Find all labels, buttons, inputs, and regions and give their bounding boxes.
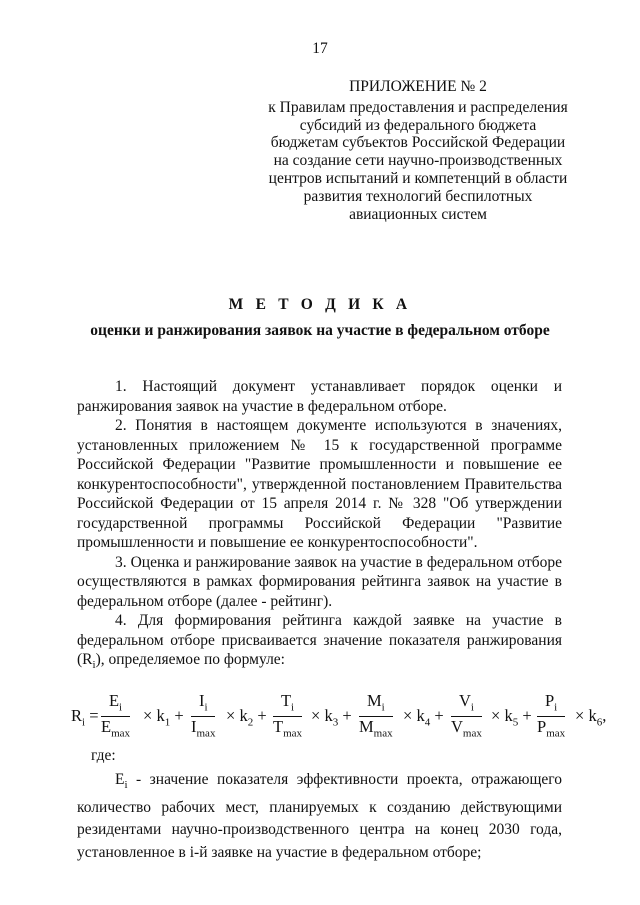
paragraph-4	[77, 611, 562, 676]
page-number: 17	[312, 40, 328, 57]
formula-term-k6: × $k_6$,	[575, 705, 607, 728]
formula-term-k5: × $k_5$ +	[491, 705, 532, 728]
appendix-line: авиационных систем	[349, 205, 487, 223]
definition-symbol: E	[115, 771, 125, 789]
formula-term-k1: × $k_1$ +	[143, 705, 184, 728]
ranking-symbol-sub: i	[92, 659, 96, 672]
appendix-line: на создание сети научно-производственных	[273, 152, 563, 170]
appendix-line: к Правилам предоставления и распределения	[268, 98, 568, 116]
document-title: М Е Т О Д И К А	[228, 296, 412, 313]
formula-term-k4: × $k_4$ +	[403, 705, 444, 728]
where-label: где:	[91, 746, 116, 764]
fraction-i: $I_i$ $I_{max}$	[191, 692, 215, 743]
paragraph-2: 2. Понятия в настоящем документе используются в значениях, установленных приложением № 15 к государственной программе Российской Федерации "Развитие промышленности и повышение ее конкурентоспособности", утвержденной постановлением Правительства Российской Федерации от 15 апреля 2014 г. № 328 "Об утверждении государственной программы Российской Федерации "Развитие промышленности и повышение ее конкурентоспособности".	[77, 417, 562, 551]
formula-lhs: $R_i$ =	[71, 705, 99, 728]
paragraph-1: 1. Настоящий документ устанавливает порядок оценки и ранжирования заявок на участие в федеральном отборе.	[77, 378, 562, 415]
document-body	[71, 377, 607, 864]
ranking-formula	[71, 690, 607, 742]
formula-term-k2: × $k_2$ +	[226, 705, 267, 728]
fraction-p: $P_i$ $P_{max}$	[537, 692, 565, 743]
appendix-line: развития технологий беспилотных	[303, 187, 533, 205]
definition-ei	[77, 769, 562, 864]
paragraph-3: 3. Оценка и ранжирование заявок на участие в федеральном отборе осуществляются в рамках формирования рейтинга заявок на участие в федеральном отборе (далее - рейтинг).	[77, 553, 562, 610]
appendix-block	[262, 78, 574, 223]
paragraph-4-text: 4. Для формирования рейтинга каждой заявке на участие в федеральном отборе присваивается значение показателя ранжирования (R	[77, 612, 562, 668]
document-subtitle: оценки и ранжирования заявок на участие в федеральном отборе	[90, 322, 550, 339]
fraction-t: $T_i$ $T_{max}$	[273, 692, 302, 743]
fraction-e: $E_i$ $E_{max}$	[101, 692, 130, 743]
formula-term-k3: × $k_3$ +	[311, 705, 352, 728]
appendix-line: бюджетам субъектов Российской Федерации	[270, 134, 566, 152]
fraction-m: $M_i$ $M_{max}$	[359, 692, 393, 743]
fraction-v: $V_i$ $V_{max}$	[451, 692, 482, 743]
appendix-line: центров испытаний и компетенций в области	[268, 169, 568, 187]
definition-text: - значение показателя эффективности проекта, отражающего количество рабочих мест, планируемых к созданию действующими резидентами научно-производственного центра на конец 2030 года, установленное в i-й заявке на участие в федеральном отборе;	[77, 771, 562, 861]
appendix-heading: ПРИЛОЖЕНИЕ № 2	[349, 78, 487, 95]
definition-symbol-sub: i	[124, 779, 128, 792]
paragraph-4-tail: ), определяемое по формуле:	[95, 651, 285, 668]
appendix-line: субсидий из федерального бюджета	[299, 116, 537, 134]
